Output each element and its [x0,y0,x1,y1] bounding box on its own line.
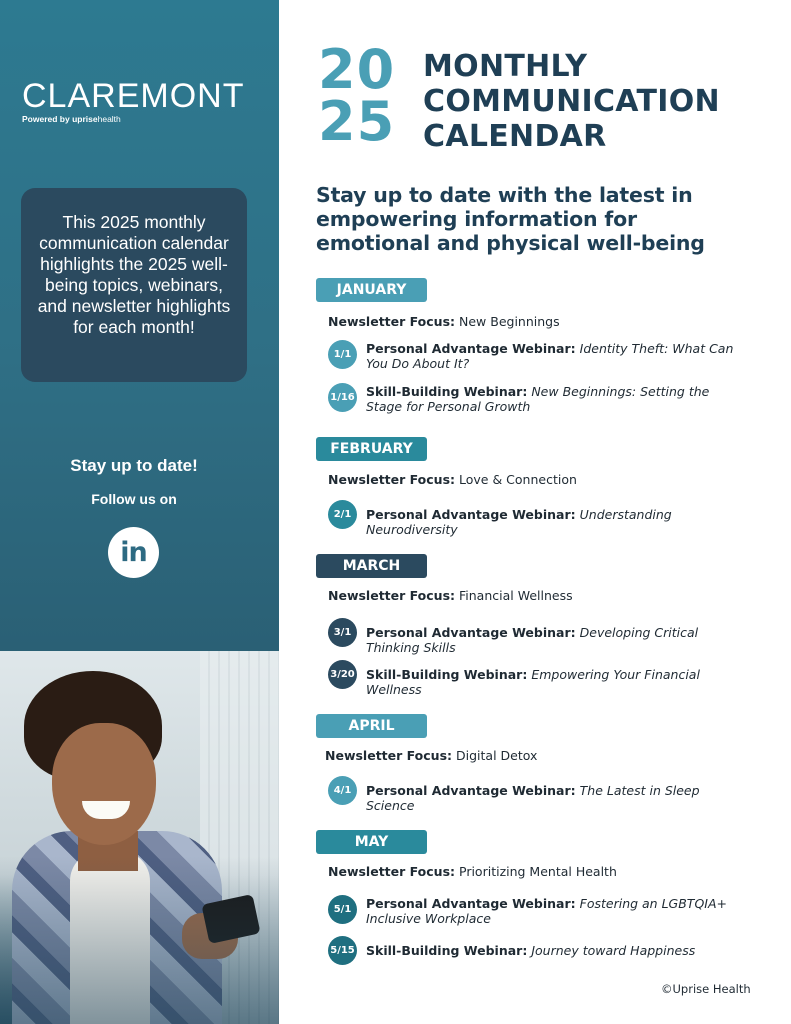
month-bar-april: APRIL [316,714,427,738]
event-topic: Identity Theft: What Can You Do About It? [366,341,734,371]
logo-wordmark: CLAREMONT [22,77,245,115]
logo-brand-light: health [97,114,121,124]
newsletter-may [328,864,617,879]
event-type: Personal Advantage Webinar: [366,625,576,640]
newsletter-april [325,748,537,763]
logo-powered-by: Powered by [22,114,70,124]
event-type: Personal Advantage Webinar: [366,507,576,522]
event-topic: The Latest in Sleep Science [366,783,700,813]
event-text [366,896,748,926]
claremont-logo [22,76,262,124]
event-topic: Understanding Neurodiversity [366,507,672,537]
month-bar-march: MARCH [316,554,427,578]
event-text [366,783,748,813]
newsletter-topic: Financial Wellness [459,588,573,603]
sidebar [0,0,279,1024]
newsletter-label: Newsletter Focus: [328,314,456,329]
title-line-3: CALENDAR [423,119,607,154]
newsletter-label: Newsletter Focus: [328,864,456,879]
date-badge: 5/1 [328,895,357,924]
hero-photo [0,651,279,1024]
event-type: Skill-Building Webinar: [366,943,528,958]
photo-fade [0,651,279,1024]
newsletter-march [328,588,573,603]
event-text [366,384,748,414]
date-badge: 3/1 [328,618,357,647]
follow-label: Follow us on [91,491,177,507]
year-top: 20 [318,38,396,101]
linkedin-glyph: in [120,537,147,568]
stay-heading: Stay up to date! [70,456,198,475]
event-text [366,625,748,655]
month-bar-may: MAY [316,830,427,854]
month-bar-january: JANUARY [316,278,427,302]
event-type: Personal Advantage Webinar: [366,896,576,911]
year-bottom: 25 [318,90,396,153]
date-badge: 4/1 [328,776,357,805]
title-line-2: COMMUNICATION [423,84,720,119]
copyright: ©Uprise Health [661,982,751,996]
newsletter-january [328,314,560,329]
event-type: Personal Advantage Webinar: [366,341,576,356]
newsletter-label: Newsletter Focus: [328,588,456,603]
date-badge: 3/20 [328,660,357,689]
subheading: Stay up to date with the latest in empowering information for emotional and physical well-being [316,183,705,255]
event-topic: Empowering Your Financial Wellness [366,667,700,697]
event-type: Skill-Building Webinar: [366,667,528,682]
event-type: Skill-Building Webinar: [366,384,528,399]
date-badge: 1/16 [328,383,357,412]
event-topic: Fostering an LGBTQIA+ Inclusive Workplace [366,896,727,926]
title-line-1: MONTHLY [423,49,588,84]
event-text [366,943,748,958]
event-text [366,341,748,371]
newsletter-topic: Love & Connection [459,472,577,487]
newsletter-label: Newsletter Focus: [325,748,453,763]
date-badge: 1/1 [328,340,357,369]
event-topic: Journey toward Happiness [531,943,696,958]
event-text [366,667,748,697]
date-badge: 5/15 [328,936,357,965]
newsletter-label: Newsletter Focus: [328,472,456,487]
newsletter-topic: Digital Detox [456,748,538,763]
newsletter-february [328,472,577,487]
newsletter-topic: New Beginnings [459,314,560,329]
event-type: Personal Advantage Webinar: [366,783,576,798]
intro-box: This 2025 monthly communication calendar highlights the 2025 well-being topics, webinars, and newsletter highlights for each month! [21,188,247,382]
newsletter-topic: Prioritizing Mental Health [459,864,617,879]
linkedin-icon[interactable] [108,527,159,578]
logo-brand-bold: uprise [72,114,98,124]
event-text [366,507,748,537]
event-topic: New Beginnings: Setting the Stage for Personal Growth [366,384,710,414]
year [318,38,396,153]
page-title [423,49,720,154]
date-badge: 2/1 [328,500,357,529]
month-bar-february: FEBRUARY [316,437,427,461]
event-topic: Developing Critical Thinking Skills [366,625,699,655]
